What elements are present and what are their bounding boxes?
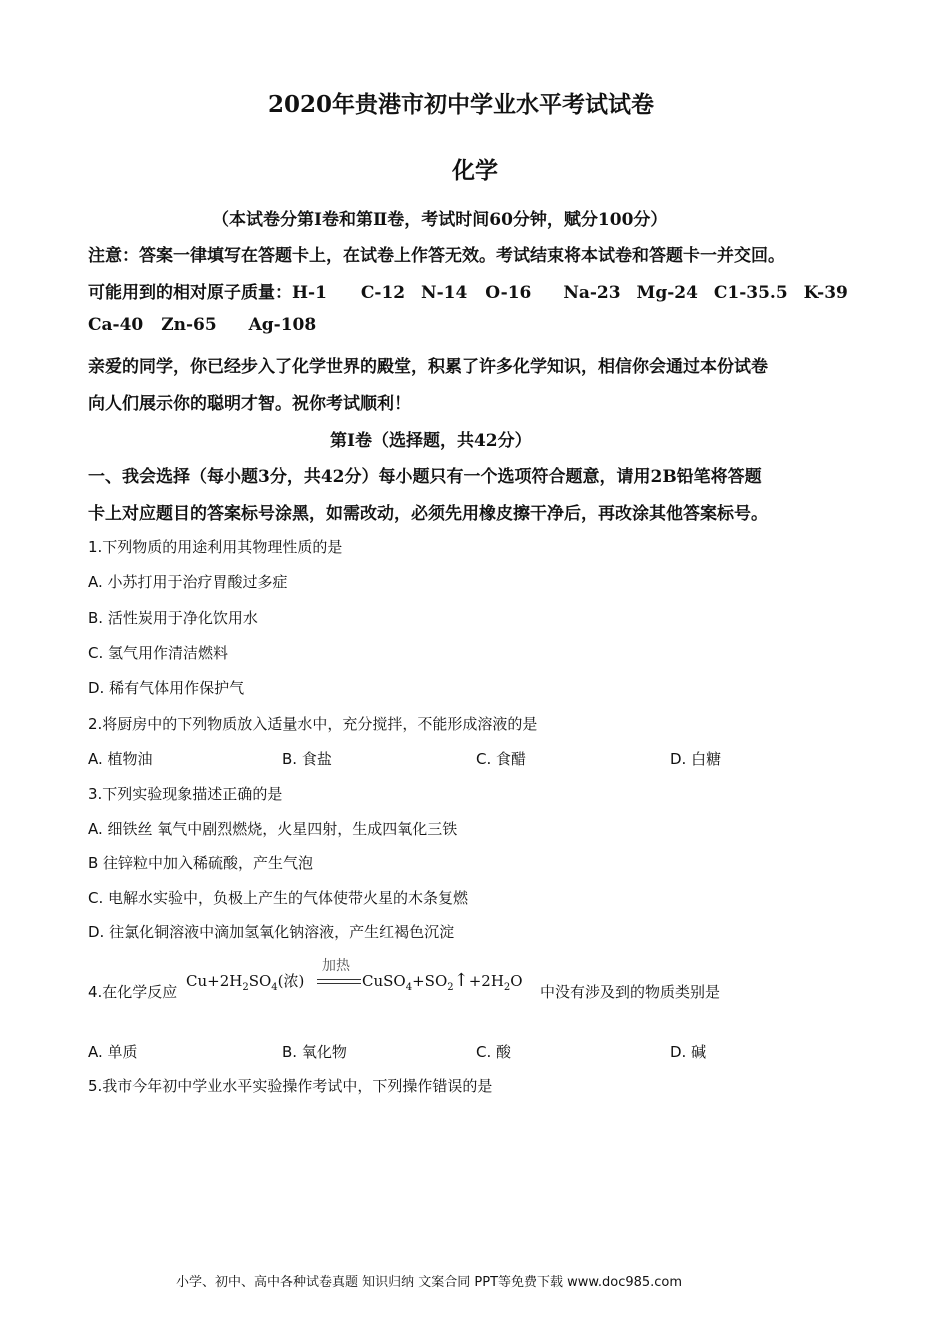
question-4-option-d: D. 碱 (670, 1043, 707, 1061)
question-3-option-a: A. 细铁丝 氧气中剧烈燃烧，火星四射，生成四氧化三铁 (88, 820, 458, 838)
mass-o: O-16 (485, 283, 532, 303)
exam-title: 2020年贵港市初中学业水平考试试卷 (268, 91, 655, 118)
question-2-stem: 2.将厨房中的下列物质放入适量水中，充分搅拌，不能形成溶液的是 (88, 715, 538, 733)
question-4-stem-suffix: 中没有涉及到的物质类别是 (540, 983, 721, 1001)
section1-heading: 第I卷（选择题，共42分） (330, 431, 532, 451)
question-1-stem: 1.下列物质的用途利用其物理性质的是 (88, 538, 343, 556)
gas-arrow-icon: ↑ (453, 970, 469, 991)
question-1-option-b: B. 活性炭用于净化饮用水 (88, 609, 258, 627)
question-3-stem: 3.下列实验现象描述正确的是 (88, 785, 283, 803)
question-1-option-d: D. 稀有气体用作保护气 (88, 679, 245, 697)
question-3-option-d: D. 往氯化铜溶液中滴加氢氧化钠溶液，产生红褐色沉淀 (88, 923, 455, 941)
question-1-option-c: C. 氢气用作清洁燃料 (88, 644, 229, 662)
atomic-masses-line2 (88, 315, 316, 335)
atomic-masses-label: 可能用到的相对原子质量： (88, 283, 292, 303)
mass-cl: C1-35.5 (713, 283, 788, 303)
reaction-condition: 加热 (322, 958, 350, 974)
equation-reactants: $Cu+2H_2SO_4$(浓) (186, 972, 305, 993)
mass-na: Na-23 (563, 283, 621, 303)
question-1-option-a: A. 小苏打用于治疗胃酸过多症 (88, 573, 288, 591)
greeting-line2: 向人们展示你的聪明才智。祝你考试顺利！ (88, 394, 411, 414)
question-3-option-b: B 往锌粒中加入稀硫酸，产生气泡 (88, 854, 314, 872)
mass-h: H-1 (292, 283, 327, 303)
question-2-option-a: A. 植物油 (88, 750, 153, 768)
question-4-option-c: C. 酸 (476, 1043, 512, 1061)
atomic-masses-line1 (88, 278, 848, 303)
exam-note: （本试卷分第Ⅰ卷和第Ⅱ卷，考试时间60分钟，赋分100分） (212, 210, 668, 230)
question-2-option-d: D. 白糖 (670, 750, 722, 768)
reaction-equals-line-bottom (317, 983, 361, 984)
subject-title: 化学 (452, 157, 498, 184)
question-3-option-c: C. 电解水实验中，负极上产生的气体使带火星的木条复燃 (88, 889, 469, 907)
section1-intro-line2: 卡上对应题目的答案标号涂黑，如需改动，必须先用橡皮擦干净后，再改涂其他答案标号。 (88, 504, 768, 524)
section1-intro-line1: 一、我会选择（每小题3分，共42分）每小题只有一个选项符合题意，请用2B铅笔将答题 (88, 467, 762, 487)
mass-c: C-12 (360, 283, 406, 303)
equation-products: $CuSO_4+SO_2↑+2H_2O$ (362, 970, 523, 993)
question-2-option-c: C. 食醋 (476, 750, 527, 768)
mass-n: N-14 (421, 283, 468, 303)
question-4-option-b: B. 氧化物 (282, 1043, 347, 1061)
mass-zn: Zn-65 (161, 315, 217, 335)
question-4-option-a: A. 单质 (88, 1043, 138, 1061)
mass-ca: Ca-40 (88, 315, 144, 335)
question-2-option-b: B. 食盐 (282, 750, 332, 768)
notice-line: 注意：答案一律填写在答题卡上，在试卷上作答无效。考试结束将本试卷和答题卡一并交回。 (88, 246, 785, 266)
question-5-stem: 5.我市今年初中学业水平实验操作考试中，下列操作错误的是 (88, 1077, 493, 1095)
question-4-stem-prefix: 4.在化学反应 (88, 983, 178, 1001)
page-footer: 小学、初中、高中各种试卷真题 知识归纳 文案合同 PPT等免费下载 www.doc985.com (176, 1275, 683, 1290)
mass-ag: Ag-108 (248, 315, 317, 335)
greeting-line1: 亲爱的同学，你已经步入了化学世界的殿堂，积累了许多化学知识，相信你会通过本份试卷 (88, 357, 768, 377)
mass-mg: Mg-24 (636, 283, 698, 303)
mass-k: K-39 (803, 283, 848, 303)
reaction-equals-line-top (317, 979, 361, 980)
